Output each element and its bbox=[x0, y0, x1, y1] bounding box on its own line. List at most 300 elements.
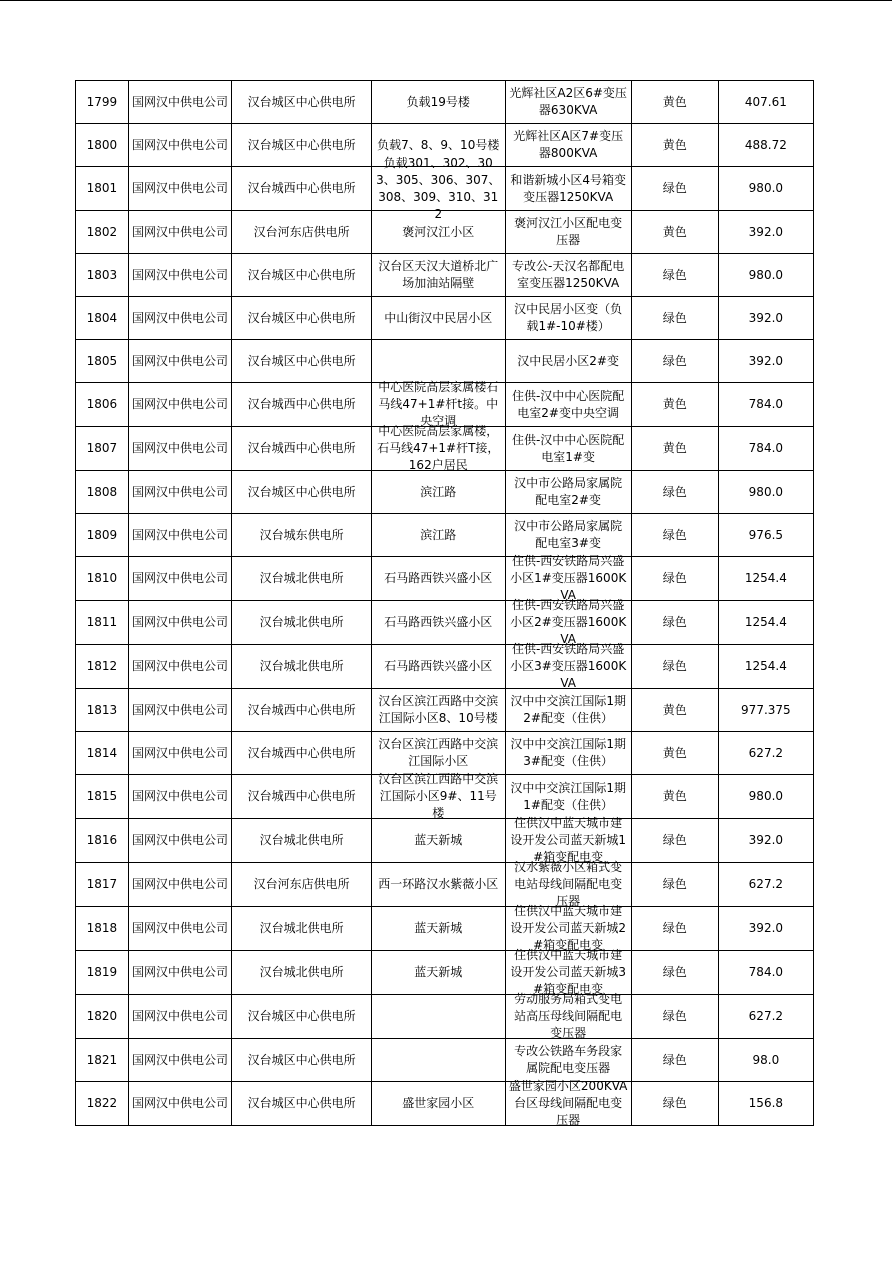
row-number-text: 1804 bbox=[86, 310, 118, 325]
company-cell-text: 国网汉中供电公司 bbox=[132, 615, 229, 629]
transformer-cell bbox=[505, 732, 631, 775]
value-cell bbox=[718, 863, 813, 907]
station-cell bbox=[232, 254, 372, 297]
row-number bbox=[76, 254, 129, 297]
color-status-cell bbox=[631, 863, 718, 907]
transformer-cell bbox=[505, 340, 631, 383]
color-status-cell-text: 绿色 bbox=[662, 659, 687, 673]
company-cell-text: 国网汉中供电公司 bbox=[132, 877, 229, 891]
color-status-cell bbox=[631, 254, 718, 297]
table-body bbox=[76, 81, 814, 1126]
location-cell bbox=[372, 380, 506, 428]
company-cell bbox=[128, 557, 232, 601]
transformer-cell bbox=[505, 1079, 631, 1127]
location-cell-text: 汉台区滨江西路中交滨江国际小区8、10号楼 bbox=[378, 694, 499, 725]
table-row bbox=[76, 557, 814, 601]
location-cell-text: 中心医院高层家属楼石马线47+1#杆t接。中央空调 bbox=[378, 380, 499, 428]
row-number-text: 1815 bbox=[86, 789, 118, 803]
row-number bbox=[76, 1082, 129, 1126]
row-number-text: 1808 bbox=[86, 484, 118, 499]
station-cell-text: 汉台城西中心供电所 bbox=[247, 702, 356, 717]
row-number-text: 1803 bbox=[86, 267, 118, 282]
company-cell bbox=[128, 514, 232, 557]
color-status-cell bbox=[631, 907, 718, 951]
row-number bbox=[76, 907, 129, 951]
location-cell bbox=[372, 471, 506, 514]
station-cell-text: 汉台城西中心供电所 bbox=[247, 441, 356, 455]
value-cell-text: 627.2 bbox=[748, 745, 784, 760]
color-status-cell-text: 黄色 bbox=[662, 224, 687, 239]
company-cell-text: 国网汉中供电公司 bbox=[132, 353, 229, 368]
value-cell bbox=[718, 689, 813, 732]
station-cell-text: 汉台城区中心供电所 bbox=[247, 137, 356, 152]
table-row bbox=[76, 383, 814, 427]
company-cell bbox=[128, 124, 232, 167]
company-cell-text: 国网汉中供电公司 bbox=[132, 181, 229, 195]
transformer-cell-text: 盛世家园小区200KVA台区母线间隔配电变压器 bbox=[508, 1079, 628, 1127]
station-cell-text: 汉台城北供电所 bbox=[259, 615, 344, 629]
color-status-cell bbox=[631, 124, 718, 167]
location-cell-text: 蓝天新城 bbox=[414, 921, 463, 935]
company-cell bbox=[128, 471, 232, 514]
location-cell-text: 滨江路 bbox=[420, 527, 457, 542]
transformer-cell-text: 住供-汉中中心医院配电室2#变中央空调 bbox=[511, 388, 625, 420]
color-status-cell-text: 绿色 bbox=[662, 965, 687, 979]
transformer-cell-text: 住供汉中蓝天城市建设开发公司蓝天新城1#箱变配电变 bbox=[510, 816, 626, 864]
station-cell bbox=[232, 211, 372, 254]
color-status-cell-text: 黄色 bbox=[662, 441, 687, 455]
table-row bbox=[76, 601, 814, 645]
color-status-cell bbox=[631, 995, 718, 1039]
row-number-text: 1818 bbox=[86, 921, 118, 935]
transformer-cell bbox=[505, 598, 631, 646]
table-row bbox=[76, 514, 814, 557]
company-cell bbox=[128, 340, 232, 383]
transformer-cell-text: 住供-西安铁路局兴盛小区1#变压器1600KVA bbox=[510, 554, 627, 602]
company-cell-text: 国网汉中供电公司 bbox=[132, 1052, 229, 1067]
company-cell-text: 国网汉中供电公司 bbox=[132, 833, 229, 847]
station-cell bbox=[232, 775, 372, 819]
station-cell bbox=[232, 951, 372, 995]
transformer-cell-text: 住供-汉中中心医院配电室1#变 bbox=[511, 432, 625, 464]
row-number bbox=[76, 471, 129, 514]
transformer-cell bbox=[505, 383, 631, 427]
color-status-cell bbox=[631, 1039, 718, 1082]
station-cell bbox=[232, 427, 372, 471]
value-cell bbox=[718, 601, 813, 645]
value-cell-text: 784.0 bbox=[748, 397, 784, 411]
value-cell bbox=[718, 297, 813, 340]
location-cell bbox=[372, 1082, 506, 1126]
value-cell bbox=[718, 819, 813, 863]
table-row bbox=[76, 297, 814, 340]
transformer-cell bbox=[505, 297, 631, 340]
value-cell bbox=[718, 1082, 813, 1126]
company-cell bbox=[128, 775, 232, 819]
color-status-cell bbox=[631, 383, 718, 427]
table-row bbox=[76, 775, 814, 819]
transformer-cell-text: 汉中中交滨江国际1期1#配变（住供） bbox=[510, 780, 626, 812]
transformer-cell-text: 光辉社区A2区6#变压器630KVA bbox=[509, 86, 627, 117]
company-cell bbox=[128, 211, 232, 254]
row-number bbox=[76, 601, 129, 645]
company-cell-text: 国网汉中供电公司 bbox=[132, 571, 229, 585]
row-number bbox=[76, 645, 129, 689]
station-cell-text: 汉台城区中心供电所 bbox=[247, 267, 356, 282]
transformer-cell bbox=[505, 124, 631, 167]
station-cell bbox=[232, 907, 372, 951]
color-status-cell-text: 绿色 bbox=[662, 310, 687, 325]
color-status-cell bbox=[631, 514, 718, 557]
transformer-cell bbox=[505, 992, 631, 1040]
location-cell-text: 蓝天新城 bbox=[414, 833, 463, 847]
value-cell-text: 784.0 bbox=[748, 441, 784, 455]
station-cell bbox=[232, 340, 372, 383]
location-cell-text: 负载19号楼 bbox=[406, 94, 470, 109]
color-status-cell-text: 绿色 bbox=[662, 1009, 687, 1023]
station-cell bbox=[232, 819, 372, 863]
location-cell bbox=[372, 645, 506, 689]
transformer-cell-text: 汉水紫薇小区箱式变电站母线间隔配电变压器 bbox=[514, 860, 623, 908]
company-cell-text: 国网汉中供电公司 bbox=[132, 224, 229, 239]
station-cell bbox=[232, 1039, 372, 1082]
color-status-cell bbox=[631, 471, 718, 514]
station-cell-text: 汉台城北供电所 bbox=[259, 659, 344, 673]
transformer-cell bbox=[505, 554, 631, 602]
location-cell bbox=[372, 155, 506, 221]
station-cell bbox=[232, 514, 372, 557]
table-row bbox=[76, 427, 814, 471]
company-cell-text: 国网汉中供电公司 bbox=[132, 94, 229, 109]
table-row bbox=[76, 471, 814, 514]
color-status-cell bbox=[631, 775, 718, 819]
station-cell bbox=[232, 601, 372, 645]
table-row bbox=[76, 81, 814, 124]
location-cell bbox=[372, 1039, 506, 1082]
transformer-cell-text: 汉中市公路局家属院配电室2#变 bbox=[514, 476, 623, 507]
color-status-cell-text: 黄色 bbox=[662, 789, 687, 803]
station-cell bbox=[232, 995, 372, 1039]
transformer-cell-text: 专改公铁路车务段家属院配电变压器 bbox=[514, 1044, 623, 1075]
company-cell-text: 国网汉中供电公司 bbox=[132, 310, 229, 325]
transformer-cell bbox=[505, 1039, 631, 1082]
row-number-text: 1822 bbox=[86, 1096, 118, 1110]
company-cell-text: 国网汉中供电公司 bbox=[132, 789, 229, 803]
table-row bbox=[76, 689, 814, 732]
transformer-cell-text: 汉中民居小区变（负载1#-10#楼） bbox=[514, 302, 623, 333]
value-cell-text: 392.0 bbox=[748, 310, 784, 325]
location-cell-text: 石马路西铁兴盛小区 bbox=[384, 615, 493, 629]
table-row bbox=[76, 340, 814, 383]
value-cell bbox=[718, 995, 813, 1039]
value-cell-text: 98.0 bbox=[752, 1052, 780, 1067]
location-cell-text: 蓝天新城 bbox=[414, 965, 463, 979]
station-cell-text: 汉台城北供电所 bbox=[259, 921, 344, 935]
company-cell-text: 国网汉中供电公司 bbox=[132, 659, 229, 673]
location-cell-text: 中心医院高层家属楼，石马线47+1#杆T接，162户居民 bbox=[377, 424, 500, 472]
color-status-cell-text: 绿色 bbox=[662, 267, 687, 282]
location-cell bbox=[372, 254, 506, 297]
transformer-cell bbox=[505, 775, 631, 819]
color-status-cell-text: 绿色 bbox=[662, 353, 687, 368]
transformer-cell-text: 住供汉中蓝天城市建设开发公司蓝天新城2#箱变配电变 bbox=[510, 904, 626, 952]
station-cell bbox=[232, 863, 372, 907]
transformer-cell-text: 劳动服务局箱式变电站高压母线间隔配电变压器 bbox=[514, 992, 623, 1040]
station-cell bbox=[232, 689, 372, 732]
location-cell-text: 西一环路汉水紫薇小区 bbox=[378, 877, 499, 891]
table-row bbox=[76, 863, 814, 907]
station-cell bbox=[232, 732, 372, 775]
row-number-text: 1805 bbox=[86, 353, 118, 368]
row-number bbox=[76, 689, 129, 732]
station-cell-text: 汉台城区中心供电所 bbox=[247, 1052, 356, 1067]
station-cell-text: 汉台城西中心供电所 bbox=[247, 789, 356, 803]
row-number bbox=[76, 557, 129, 601]
station-cell-text: 汉台河东店供电所 bbox=[253, 224, 350, 239]
value-cell bbox=[718, 951, 813, 995]
location-cell bbox=[372, 863, 506, 907]
color-status-cell bbox=[631, 340, 718, 383]
row-number-text: 1821 bbox=[86, 1052, 118, 1067]
row-number bbox=[76, 514, 129, 557]
station-cell-text: 汉台城区中心供电所 bbox=[247, 94, 356, 109]
station-cell-text: 汉台城北供电所 bbox=[259, 571, 344, 585]
row-number bbox=[76, 297, 129, 340]
table-row bbox=[76, 907, 814, 951]
station-cell bbox=[232, 1082, 372, 1126]
row-number bbox=[76, 340, 129, 383]
value-cell-text: 1254.4 bbox=[744, 615, 787, 629]
company-cell bbox=[128, 863, 232, 907]
color-status-cell-text: 黄色 bbox=[662, 397, 687, 411]
color-status-cell bbox=[631, 601, 718, 645]
value-cell-text: 976.5 bbox=[748, 527, 784, 542]
value-cell bbox=[718, 211, 813, 254]
row-number-text: 1812 bbox=[86, 659, 118, 673]
color-status-cell-text: 绿色 bbox=[662, 181, 687, 195]
company-cell bbox=[128, 427, 232, 471]
color-status-cell bbox=[631, 689, 718, 732]
value-cell-text: 392.0 bbox=[748, 224, 784, 239]
row-number-text: 1801 bbox=[86, 181, 118, 195]
row-number bbox=[76, 211, 129, 254]
company-cell-text: 国网汉中供电公司 bbox=[132, 921, 229, 935]
row-number-text: 1810 bbox=[86, 571, 118, 585]
value-cell bbox=[718, 645, 813, 689]
company-cell bbox=[128, 297, 232, 340]
value-cell-text: 407.61 bbox=[744, 94, 787, 109]
station-cell-text: 汉台城西中心供电所 bbox=[247, 181, 356, 195]
color-status-cell-text: 黄色 bbox=[662, 94, 687, 109]
row-number bbox=[76, 819, 129, 863]
color-status-cell-text: 绿色 bbox=[662, 833, 687, 847]
row-number-text: 1820 bbox=[86, 1009, 118, 1023]
station-cell-text: 汉台城区中心供电所 bbox=[247, 310, 356, 325]
color-status-cell-text: 绿色 bbox=[662, 615, 687, 629]
company-cell-text: 国网汉中供电公司 bbox=[132, 137, 229, 152]
company-cell bbox=[128, 1039, 232, 1082]
color-status-cell bbox=[631, 211, 718, 254]
company-cell-text: 国网汉中供电公司 bbox=[132, 267, 229, 282]
transformer-cell-text: 汉中中交滨江国际1期2#配变（住供） bbox=[510, 694, 626, 725]
company-cell-text: 国网汉中供电公司 bbox=[132, 397, 229, 411]
location-cell bbox=[372, 732, 506, 775]
color-status-cell bbox=[631, 167, 718, 211]
company-cell-text: 国网汉中供电公司 bbox=[132, 702, 229, 717]
company-cell bbox=[128, 601, 232, 645]
transformer-cell bbox=[505, 816, 631, 864]
transformer-cell bbox=[505, 471, 631, 514]
station-cell bbox=[232, 557, 372, 601]
company-cell-text: 国网汉中供电公司 bbox=[132, 745, 229, 760]
value-cell-text: 980.0 bbox=[748, 267, 784, 282]
transformer-cell bbox=[505, 254, 631, 297]
row-number-text: 1817 bbox=[86, 877, 118, 891]
value-cell bbox=[718, 514, 813, 557]
station-cell-text: 汉台河东店供电所 bbox=[253, 877, 350, 891]
company-cell bbox=[128, 995, 232, 1039]
value-cell bbox=[718, 1039, 813, 1082]
value-cell bbox=[718, 124, 813, 167]
location-cell-text: 汉台区滨江西路中交滨江国际小区 bbox=[378, 737, 499, 768]
value-cell bbox=[718, 254, 813, 297]
company-cell bbox=[128, 689, 232, 732]
value-cell-text: 392.0 bbox=[748, 353, 784, 368]
value-cell bbox=[718, 167, 813, 211]
value-cell-text: 392.0 bbox=[748, 921, 784, 935]
transformer-cell bbox=[505, 81, 631, 124]
page-top-border bbox=[0, 0, 892, 1]
value-cell-text: 488.72 bbox=[744, 137, 787, 152]
color-status-cell bbox=[631, 557, 718, 601]
station-cell-text: 汉台城区中心供电所 bbox=[247, 484, 356, 499]
station-cell bbox=[232, 383, 372, 427]
table-row bbox=[76, 167, 814, 211]
value-cell bbox=[718, 383, 813, 427]
company-cell bbox=[128, 383, 232, 427]
company-cell bbox=[128, 167, 232, 211]
location-cell bbox=[372, 819, 506, 863]
value-cell bbox=[718, 471, 813, 514]
location-cell bbox=[372, 907, 506, 951]
transformer-cell bbox=[505, 689, 631, 732]
color-status-cell bbox=[631, 297, 718, 340]
table-row bbox=[76, 995, 814, 1039]
color-status-cell bbox=[631, 1082, 718, 1126]
value-cell-text: 1254.4 bbox=[744, 571, 787, 585]
row-number bbox=[76, 732, 129, 775]
row-number-text: 1811 bbox=[86, 615, 118, 629]
transformer-cell-text: 和谐新城小区4号箱变变压器1250KVA bbox=[510, 172, 626, 204]
table-row bbox=[76, 254, 814, 297]
row-number-text: 1809 bbox=[86, 527, 118, 542]
row-number bbox=[76, 775, 129, 819]
location-cell bbox=[372, 424, 506, 472]
transformer-cell bbox=[505, 167, 631, 211]
transformer-cell-text: 专改公-天汉名都配电室变压器1250KVA bbox=[511, 259, 625, 290]
station-cell bbox=[232, 167, 372, 211]
value-cell-text: 980.0 bbox=[748, 181, 784, 195]
color-status-cell bbox=[631, 81, 718, 124]
transformer-cell-text: 褒河汉江小区配电变压器 bbox=[514, 216, 623, 247]
value-cell bbox=[718, 427, 813, 471]
transformer-cell bbox=[505, 860, 631, 908]
row-number-text: 1807 bbox=[86, 441, 118, 455]
row-number bbox=[76, 81, 129, 124]
row-number-text: 1806 bbox=[86, 397, 118, 411]
row-number-text: 1813 bbox=[86, 702, 118, 717]
value-cell-text: 977.375 bbox=[741, 702, 791, 717]
table-row bbox=[76, 1039, 814, 1082]
row-number-text: 1814 bbox=[86, 745, 118, 760]
value-cell-text: 1254.4 bbox=[744, 659, 787, 673]
table-row bbox=[76, 645, 814, 689]
color-status-cell-text: 绿色 bbox=[662, 527, 687, 542]
location-cell-text: 汉台区天汉大道桥北广场加油站隔壁 bbox=[378, 259, 499, 290]
location-cell bbox=[372, 297, 506, 340]
company-cell bbox=[128, 819, 232, 863]
location-cell bbox=[372, 951, 506, 995]
station-cell-text: 汉台城区中心供电所 bbox=[247, 1009, 356, 1023]
row-number-text: 1816 bbox=[86, 833, 118, 847]
row-number bbox=[76, 124, 129, 167]
company-cell-text: 国网汉中供电公司 bbox=[132, 441, 229, 455]
station-cell-text: 汉台城区中心供电所 bbox=[247, 353, 356, 368]
transformer-cell bbox=[505, 948, 631, 996]
location-cell-text: 汉台区滨江西路中交滨江国际小区9#、11号楼 bbox=[378, 772, 499, 820]
company-cell bbox=[128, 951, 232, 995]
color-status-cell-text: 黄色 bbox=[662, 137, 687, 152]
location-cell-text: 石马路西铁兴盛小区 bbox=[384, 571, 493, 585]
transformer-cell bbox=[505, 904, 631, 952]
location-cell-text: 中山街汉中民居小区 bbox=[384, 310, 493, 325]
location-cell bbox=[372, 514, 506, 557]
station-cell bbox=[232, 471, 372, 514]
location-cell bbox=[372, 772, 506, 820]
row-number bbox=[76, 383, 129, 427]
value-cell-text: 392.0 bbox=[748, 833, 784, 847]
row-number-text: 1799 bbox=[86, 94, 118, 109]
value-cell bbox=[718, 732, 813, 775]
location-cell-text: 滨江路 bbox=[420, 484, 457, 499]
row-number-text: 1819 bbox=[86, 965, 118, 979]
location-cell bbox=[372, 340, 506, 383]
location-cell-text: 负载301、302、303、305、306、307、308、309、310、312 bbox=[376, 155, 501, 221]
color-status-cell-text: 黄色 bbox=[662, 745, 687, 760]
value-cell-text: 980.0 bbox=[748, 484, 784, 499]
value-cell-text: 627.2 bbox=[748, 877, 784, 891]
transformer-cell bbox=[505, 514, 631, 557]
location-cell bbox=[372, 689, 506, 732]
transformer-cell bbox=[505, 642, 631, 690]
station-cell-text: 汉台城北供电所 bbox=[259, 833, 344, 847]
location-cell bbox=[372, 601, 506, 645]
value-cell-text: 784.0 bbox=[748, 965, 784, 979]
color-status-cell bbox=[631, 951, 718, 995]
value-cell bbox=[718, 81, 813, 124]
transformer-cell bbox=[505, 427, 631, 471]
row-number bbox=[76, 427, 129, 471]
company-cell-text: 国网汉中供电公司 bbox=[132, 484, 229, 499]
value-cell bbox=[718, 557, 813, 601]
color-status-cell-text: 绿色 bbox=[662, 877, 687, 891]
transformer-cell-text: 住供汉中蓝天城市建设开发公司蓝天新城3#箱变配电变 bbox=[510, 948, 626, 996]
table-row bbox=[76, 819, 814, 863]
location-cell-text: 褒河汉江小区 bbox=[402, 224, 475, 239]
transformer-cell bbox=[505, 211, 631, 254]
location-cell-text: 石马路西铁兴盛小区 bbox=[384, 659, 493, 673]
data-table bbox=[75, 80, 814, 1126]
